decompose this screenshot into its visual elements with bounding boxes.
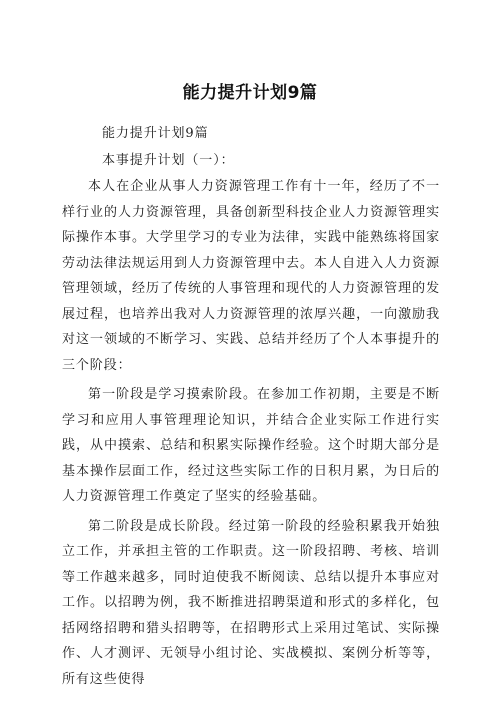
paragraph-intro: 本人在企业从事人力资源管理工作有十一年，经历了不一样行业的人力资源管理，具备创新型科技企业人力资源管理实际操作本事。大学里学习的专业为法律，实践中能熟练将国家劳动法律法规运用到人力资源管理中去。本人自进入人力资源管理领域，经历了传统的人事管理和现代的人力资源管理的发展过程，也培养出我对人力资源管理的浓厚兴趣，一向激励我对这一领域的不断学习、实践、总结并经历了个人本事提升的三个阶段： <box>62 179 440 373</box>
document-body <box>62 121 440 696</box>
paragraph-stage-two: 第二阶段是成长阶段。经过第一阶段的经验积累我开始独立工作，并承担主管的工作职责。这一阶段招聘、考核、培训等工作越来越多，同时迫使我不断阅读、总结以提升本事应对工作。以招聘为例，我不断推进招聘渠道和形式的多样化，包括网络招聘和猎头招聘等，在招聘形式上采用过笔试、实际操作、人才测评、无领导小组讨论、实战模拟、案例分析等等，所有这些使得 <box>62 518 440 687</box>
section-heading: 本事提升计划（一）： <box>102 152 235 168</box>
document-subtitle: 能力提升计划9篇 <box>102 126 209 141</box>
document-title: 能力提升计划9篇 <box>182 83 318 103</box>
paragraph-stage-one: 第一阶段是学习摸索阶段。在参加工作初期，主要是不断学习和应用人事管理理论知识，并结合企业实际工作进行实践，从中摸索、总结和积累实际操作经验。这个时期大部分是基本操作层面工作，经过这些实际工作的日积月累，为日后的人力资源管理工作奠定了坚实的经验基础。 <box>62 387 440 504</box>
